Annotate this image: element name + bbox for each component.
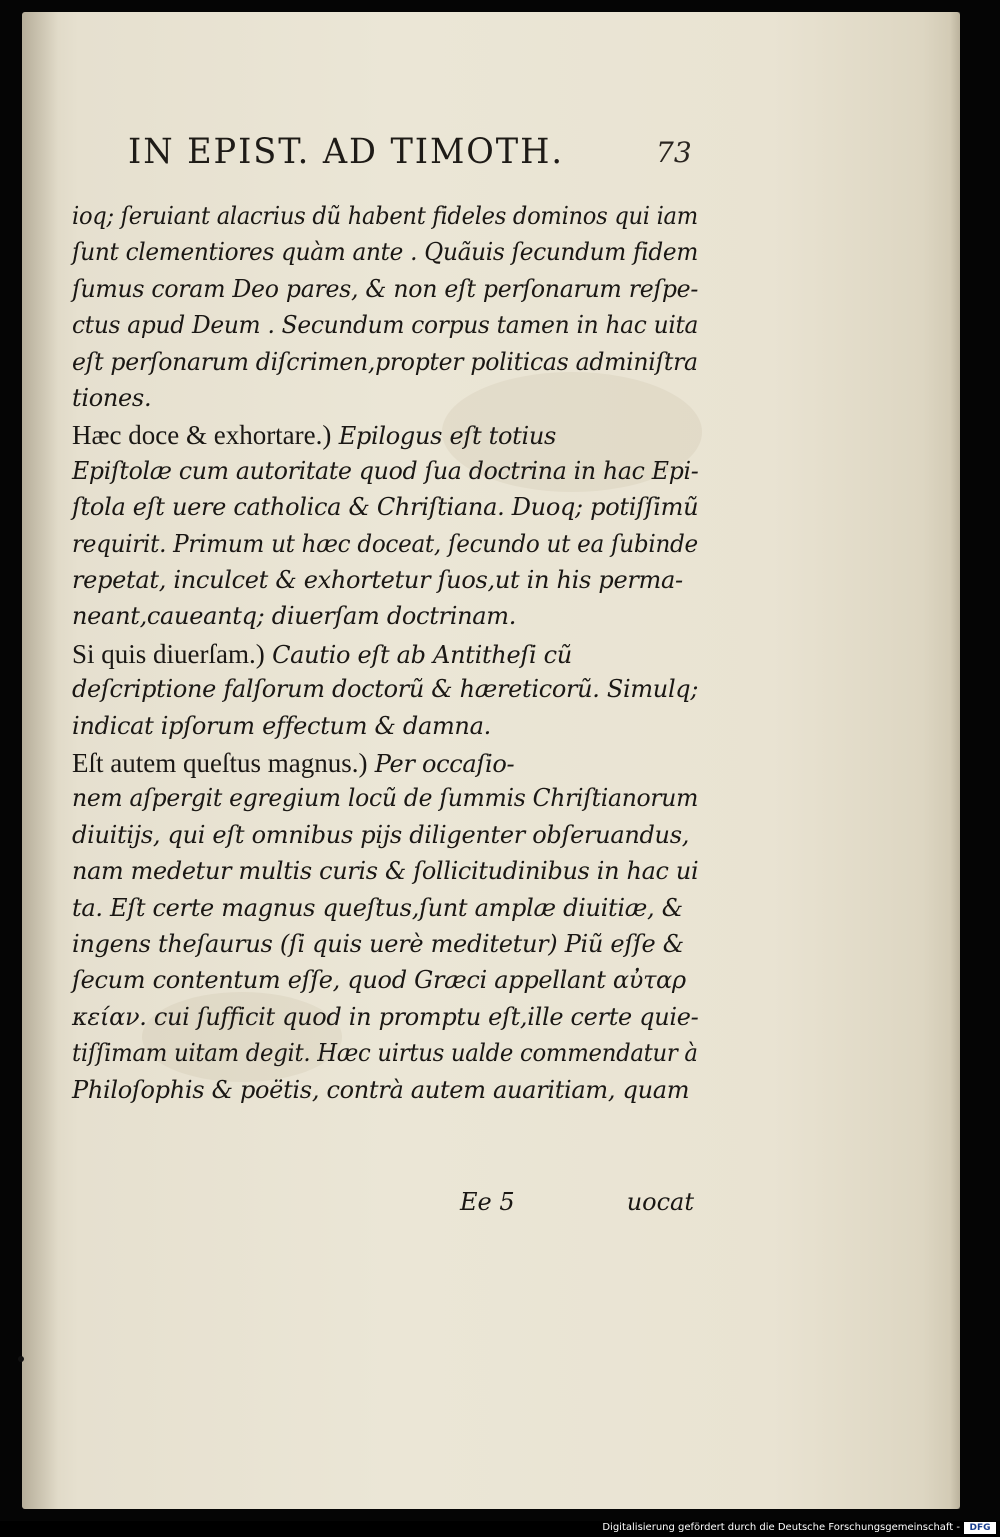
line-text: tiſſimam uitam degit. Hæc uirtus ualde commendatur à: [72, 1039, 698, 1067]
text-line: [72, 238, 698, 274]
text-line: [72, 748, 514, 784]
running-head-title: IN EPIST. AD TIMOTH.: [128, 132, 564, 172]
line-text: diuitijs, qui eſt omnibus pijs diligenter obſeruandus,: [72, 821, 690, 849]
folio-number: 73: [656, 136, 692, 169]
text-line: [72, 348, 698, 384]
text-line: [72, 420, 556, 456]
line-text: ſecum contentum eſſe, quod Græci appellant αὐταρ: [72, 966, 686, 994]
line-text: ſtola eſt uere catholica & Chriſtiana. Duoq; potiſſimũ: [72, 493, 699, 521]
line-text: repetat, inculcet & exhortetur ſuos,ut in his perma-: [72, 566, 683, 594]
text-line: [72, 857, 698, 893]
line-text: nam medetur multis curis & ſollicitudinibus in hac ui: [72, 857, 699, 885]
line-text: eſt perſonarum diſcrimen,propter politicas adminiſtra: [72, 348, 698, 376]
text-line: [72, 530, 698, 566]
text-line: [72, 311, 698, 347]
line-text: requirit. Primum ut hæc doceat, ſecundo ut ea ſubinde: [72, 530, 698, 558]
line-text: ſumus coram Deo pares, & non eſt perſonarum reſpe-: [72, 275, 699, 303]
line-text: Philoſophis & poëtis, contrà autem auaritiam, quam: [72, 1076, 690, 1104]
text-line: [72, 821, 689, 857]
line-text: tiones.: [72, 384, 152, 412]
line-text: ſunt clementiores quàm ante . Quãuis ſecundum fidem: [72, 238, 698, 266]
text-line: [72, 566, 683, 602]
text-line: [72, 602, 516, 638]
text-line: [72, 1003, 698, 1039]
lemma-heading: Hæc doce & exhortare.): [72, 420, 332, 450]
catchword-line: [460, 1188, 700, 1228]
ink-speck: [18, 1356, 24, 1362]
line-text: ingens theſaurus (ſi quis uerè meditetur) Piũ eſſe &: [72, 930, 684, 958]
line-text: Per occaſio-: [367, 750, 515, 778]
text-line: [72, 202, 698, 238]
digitization-credit: Digitalisierung gefördert durch die Deutsche Forschungsgemeinschaft -: [602, 1522, 960, 1533]
line-text: ioq; ſeruiant alacrius dũ habent fideles dominos qui iam: [72, 202, 698, 230]
signature-mark: Ee 5: [460, 1188, 515, 1216]
text-line: [72, 894, 683, 930]
text-line: [72, 384, 151, 420]
line-text: indicat ipſorum effectum & damna.: [72, 712, 491, 740]
line-text: ctus apud Deum . Secundum corpus tamen in hac uita: [72, 311, 699, 339]
line-text: ta. Eſt certe magnus queſtus,ſunt amplæ diuitiæ, &: [72, 894, 683, 922]
line-text: κείαν. cui ſufficit quod in promptu eſt,ille certe quie-: [72, 1003, 699, 1031]
text-line: [72, 457, 698, 493]
line-text: Cautio eſt ab Antitheſi cũ: [264, 641, 572, 669]
text-line: [72, 1076, 689, 1112]
text-line: [72, 275, 698, 311]
catchword: uocat: [626, 1188, 694, 1216]
text-line: [72, 1039, 698, 1075]
line-text: deſcriptione falſorum doctorũ & hæreticorũ. Simulq;: [72, 675, 699, 703]
text-line: [72, 639, 572, 675]
line-text: Epiſtolæ cum autoritate quod ſua doctrina in hac Epi-: [72, 457, 699, 485]
text-line: [72, 675, 698, 711]
text-line: [72, 493, 698, 529]
text-line: [72, 784, 698, 820]
text-line: [72, 712, 491, 748]
lemma-heading: Eſt autem queſtus magnus.): [72, 748, 368, 778]
text-line: [72, 930, 684, 966]
running-head: [108, 132, 708, 182]
text-line: [72, 966, 686, 1002]
line-text: Epilogus eſt totius: [331, 422, 557, 450]
lemma-heading: Si quis diuerſam.): [72, 639, 265, 669]
line-text: nem aſpergit egregium locũ de ſummis Chriſtianorum: [72, 784, 699, 812]
line-text: neant,caueantq; diuerſam doctrinam.: [72, 602, 517, 630]
dfg-logo: DFG: [964, 1522, 996, 1534]
